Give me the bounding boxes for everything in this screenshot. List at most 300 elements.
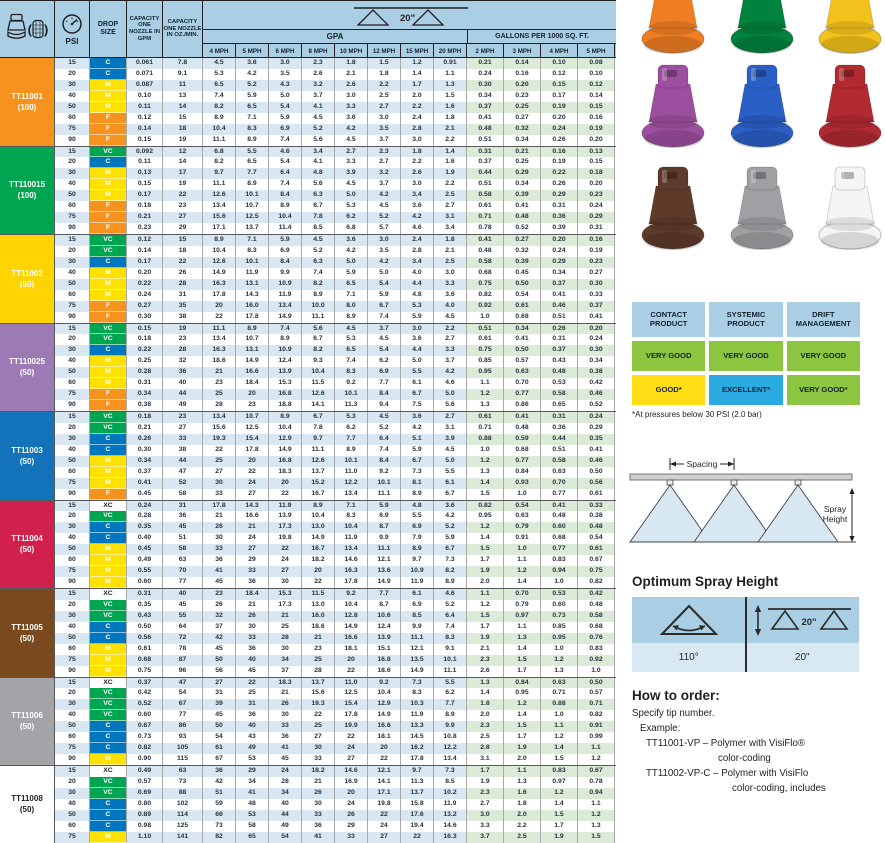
gpa-cell: 14.1 <box>302 400 335 411</box>
table-row <box>55 533 616 544</box>
ratings-header-cell: CONTACT PRODUCT <box>632 302 705 337</box>
gpa-cell: 22 <box>269 544 302 555</box>
gallons-cell: 0.92 <box>578 655 615 666</box>
gallons-cell: 0.76 <box>578 633 615 644</box>
psi-cell: 30 <box>55 80 90 91</box>
gallons-cell: 0.22 <box>541 168 578 179</box>
gpa-cell: 17.3 <box>269 522 302 533</box>
gpa-cell: 4.2 <box>434 511 467 522</box>
gallons-cell: 1.0 <box>541 644 578 655</box>
gpa-cell: 4.5 <box>335 179 368 190</box>
gpa-speed-header: 4 MPH <box>203 44 236 59</box>
nozzle-tip-image-orange <box>638 0 708 56</box>
gallons-cell: 0.48 <box>504 423 541 434</box>
tip-id: TT11005 <box>11 622 43 632</box>
psi-cell: 60 <box>55 821 90 832</box>
gpa-cell: 2.0 <box>401 91 434 102</box>
gpm-cell: 0.12 <box>127 235 163 246</box>
gallons-cell: 1.4 <box>467 478 504 489</box>
gallons-cell: 0.88 <box>467 434 504 445</box>
nozzle-tip-image-purple <box>638 60 708 150</box>
gpm-cell: 0.42 <box>127 688 163 699</box>
gpa-cell: 37 <box>269 666 302 677</box>
gpa-cell: 14.9 <box>236 356 269 367</box>
gpa-cell: 45 <box>269 754 302 765</box>
gpa-cell: 7.1 <box>335 501 368 512</box>
gpa-cell: 66 <box>203 810 236 821</box>
gallons-cell: 3.1 <box>467 754 504 765</box>
table-row <box>55 367 616 378</box>
gpa-cell: 7.1 <box>335 290 368 301</box>
right-panel <box>630 0 862 806</box>
gpa-cell: 10.9 <box>269 279 302 290</box>
gpa-cell: 5.2 <box>368 423 401 434</box>
gpa-cell: 8.9 <box>236 324 269 335</box>
gpa-cell: 7.7 <box>335 434 368 445</box>
gallons-cell: 0.29 <box>578 212 615 223</box>
psi-cell: 15 <box>55 324 90 335</box>
gallons-cell: 0.95 <box>467 511 504 522</box>
oz-cell: 35 <box>163 301 203 312</box>
oz-cell: 40 <box>163 589 203 600</box>
gpa-cell: 5.2 <box>302 246 335 257</box>
gpa-cell: 5.0 <box>434 389 467 400</box>
drop-size-cell: M <box>90 378 127 389</box>
gallons-cell: 0.24 <box>578 334 615 345</box>
gpa-cell: 3.0 <box>434 268 467 279</box>
table-row <box>55 190 616 201</box>
gpa-cell: 5.4 <box>368 279 401 290</box>
gpa-cell: 5.6 <box>434 400 467 411</box>
gpm-cell: 0.52 <box>127 699 163 710</box>
gpa-cell: 2.1 <box>434 246 467 257</box>
gpa-cell: 3.1 <box>434 212 467 223</box>
table-row <box>55 147 616 158</box>
oz-cell: 18 <box>163 124 203 135</box>
drop-size-cell: M <box>90 91 127 102</box>
gpm-cell: 0.18 <box>127 201 163 212</box>
gpa-cell: 6.4 <box>368 434 401 445</box>
rating-value-cell: GOOD* <box>632 375 705 405</box>
gallons-cell: 0.52 <box>578 400 615 411</box>
gallons-cell: 1.1 <box>504 555 541 566</box>
gpa-cell: 11.1 <box>434 666 467 677</box>
gpa-cell: 4.8 <box>401 290 434 301</box>
gpa-cell: 12.1 <box>401 644 434 655</box>
gallons-cell: 0.61 <box>467 201 504 212</box>
table-row <box>55 688 616 699</box>
gpa-cell: 4.2 <box>335 246 368 257</box>
gallons-cell: 2.3 <box>467 788 504 799</box>
oz-cell: 86 <box>163 721 203 732</box>
gpa-cell: 4.5 <box>368 201 401 212</box>
gpa-cell: 11.0 <box>335 467 368 478</box>
gpa-cell: 16.8 <box>269 456 302 467</box>
drop-size-cell: C <box>90 799 127 810</box>
gpa-cell: 9.7 <box>203 168 236 179</box>
gpa-cell: 7.4 <box>269 179 302 190</box>
gpa-cell: 14.6 <box>434 821 467 832</box>
gpa-cell: 28 <box>203 400 236 411</box>
psi-cell: 40 <box>55 91 90 102</box>
gpa-cell: 9.7 <box>401 555 434 566</box>
gpa-cell: 13.9 <box>269 511 302 522</box>
gpa-cell: 8.3 <box>335 367 368 378</box>
psi-cell: 20 <box>55 777 90 788</box>
gpm-cell: 0.15 <box>127 179 163 190</box>
rating-value-cell: VERY GOOD* <box>787 375 860 405</box>
gallons-cell: 0.46 <box>578 389 615 400</box>
gpa-cell: 6.5 <box>236 157 269 168</box>
gpa-cell: 15.8 <box>401 799 434 810</box>
gpa-cell: 10.4 <box>335 522 368 533</box>
psi-cell: 60 <box>55 644 90 655</box>
gpa-cell: 5.1 <box>401 434 434 445</box>
psi-cell: 50 <box>55 544 90 555</box>
tip-rows <box>55 324 616 412</box>
psi-cell: 15 <box>55 58 90 69</box>
gpa-cell: 4.5 <box>368 412 401 423</box>
gpa-cell: 3.9 <box>434 434 467 445</box>
gpa-cell: 3.4 <box>401 190 434 201</box>
gallons-cell: 0.34 <box>504 324 541 335</box>
gpa-cell: 49 <box>236 743 269 754</box>
gpa-cell: 4.0 <box>434 301 467 312</box>
psi-cell: 90 <box>55 223 90 234</box>
gpa-cell: 2.8 <box>401 246 434 257</box>
table-row <box>55 666 616 677</box>
drop-size-cell: VC <box>90 334 127 345</box>
psi-cell: 90 <box>55 312 90 323</box>
gpa-cell: 3.0 <box>401 135 434 146</box>
gpa-cell: 8.3 <box>236 124 269 135</box>
gpa-cell: 2.5 <box>434 190 467 201</box>
drop-size-cell: M <box>90 644 127 655</box>
drop-size-cell: VC <box>90 611 127 622</box>
gpa-cell: 16.2 <box>401 743 434 754</box>
gpa-cell: 7.3 <box>401 467 434 478</box>
gpa-cell: 30 <box>302 743 335 754</box>
gallons-cell: 0.29 <box>504 168 541 179</box>
gallons-cell: 0.14 <box>504 58 541 69</box>
tip-sub: (50) <box>19 633 35 643</box>
table-header <box>0 0 616 58</box>
gpa-cell: 6.4 <box>269 168 302 179</box>
gpa-cell: 3.7 <box>302 91 335 102</box>
gallons-cell: 1.5 <box>467 544 504 555</box>
gallons-speed-header: 5 MPH <box>578 44 615 59</box>
gpa-cell: 13.7 <box>401 788 434 799</box>
psi-cell: 15 <box>55 235 90 246</box>
table-row <box>55 201 616 212</box>
gpa-cell: 8.0 <box>335 301 368 312</box>
gallons-cell: 0.68 <box>504 312 541 323</box>
gallons-cell: 0.70 <box>541 478 578 489</box>
tip-sub: (100) <box>17 102 37 112</box>
psi-cell: 30 <box>55 522 90 533</box>
psi-cell: 50 <box>55 456 90 467</box>
psi-cell: 30 <box>55 434 90 445</box>
gpa-cell: 2.6 <box>335 80 368 91</box>
gpa-cell: 5.5 <box>401 367 434 378</box>
gallons-cell: 0.38 <box>578 511 615 522</box>
gallons-cell: 0.31 <box>467 147 504 158</box>
gpa-cell: 2.3 <box>302 58 335 69</box>
gpa-cell: 54 <box>203 732 236 743</box>
gallons-cell: 0.97 <box>504 611 541 622</box>
gallons-cell: 1.2 <box>541 655 578 666</box>
gpa-cell: 6.5 <box>335 345 368 356</box>
drop-size-cell: C <box>90 69 127 80</box>
gallons-cell: 0.68 <box>541 533 578 544</box>
gpa-cell: 10.8 <box>434 732 467 743</box>
gpa-cell: 45 <box>203 710 236 721</box>
gallons-cell: 0.97 <box>541 777 578 788</box>
gpa-cell: 7.1 <box>236 113 269 124</box>
gallons-cell: 0.43 <box>541 356 578 367</box>
gpm-cell: 0.31 <box>127 378 163 389</box>
gpa-cell: 12.9 <box>269 434 302 445</box>
gpa-cell: 22 <box>368 810 401 821</box>
drop-size-cell: M <box>90 168 127 179</box>
gpa-cell: 12.6 <box>203 190 236 201</box>
gallons-cell: 1.3 <box>504 633 541 644</box>
gpa-cell: 8.9 <box>203 235 236 246</box>
gpa-cell: 5.0 <box>335 257 368 268</box>
gpa-cell: 7.7 <box>236 168 269 179</box>
oz-cell: 45 <box>163 600 203 611</box>
gpa-cell: 4.2 <box>434 367 467 378</box>
table-row <box>55 423 616 434</box>
gpa-cell: 30 <box>203 478 236 489</box>
gpa-cell: 13.1 <box>236 345 269 356</box>
gpm-cell: 0.60 <box>127 710 163 721</box>
gpa-cell: 3.6 <box>335 235 368 246</box>
gpa-cell: 4.5 <box>335 324 368 335</box>
psi-cell: 90 <box>55 400 90 411</box>
strainer-icon: ( ) <box>27 21 49 37</box>
oz-cell: 44 <box>163 389 203 400</box>
oz-cell: 73 <box>163 777 203 788</box>
gpa-cell: 24 <box>368 821 401 832</box>
gpa-cell: 2.5 <box>368 91 401 102</box>
tip-block-TT11002 <box>0 234 616 323</box>
gpa-cell: 16.0 <box>302 611 335 622</box>
gpa-cell: 12.8 <box>335 611 368 622</box>
tip-label <box>0 324 55 412</box>
tip-rows <box>55 589 616 677</box>
psi-cell: 20 <box>55 511 90 522</box>
gallons-cell: 1.1 <box>541 721 578 732</box>
gpa-cell: 18.6 <box>302 622 335 633</box>
table-row <box>55 644 616 655</box>
spray-angle-value: 110° <box>678 652 699 663</box>
gallons-cell: 0.99 <box>578 732 615 743</box>
gpa-cell: 12.6 <box>203 257 236 268</box>
oz-cell: 141 <box>163 832 203 843</box>
gpa-cell: 16.3 <box>434 832 467 843</box>
gpa-cell: 3.7 <box>368 179 401 190</box>
gpa-cell: 22 <box>269 489 302 500</box>
psi-cell: 90 <box>55 489 90 500</box>
table-row <box>55 246 616 257</box>
gpa-cell: 14.9 <box>368 577 401 588</box>
gallons-cell: 1.9 <box>467 633 504 644</box>
gpa-cell: 6.2 <box>335 423 368 434</box>
oz-cell: 18 <box>163 246 203 257</box>
gallons-cell: 0.70 <box>504 378 541 389</box>
gpa-cell: 10.3 <box>401 699 434 710</box>
gpm-cell: 0.24 <box>127 290 163 301</box>
gpa-cell: 10.4 <box>368 688 401 699</box>
gpa-cell: 33 <box>236 566 269 577</box>
psi-cell: 15 <box>55 501 90 512</box>
gpa-cell: 4.2 <box>368 190 401 201</box>
gpa-cell: 13.4 <box>335 489 368 500</box>
gallons-cell: 0.58 <box>467 257 504 268</box>
drop-size-cell: VC <box>90 788 127 799</box>
gpa-cell: 10.9 <box>401 566 434 577</box>
gpa-cell: 3.3 <box>434 279 467 290</box>
gpa-cell: 5.9 <box>401 445 434 456</box>
drop-size-cell: F <box>90 223 127 234</box>
gpa-cell: 4.2 <box>335 124 368 135</box>
gallons-cell: 1.4 <box>504 644 541 655</box>
oz-cell: 27 <box>163 212 203 223</box>
drop-size-cell: M <box>90 555 127 566</box>
gallons-cell: 1.0 <box>504 489 541 500</box>
gpa-cell: 30 <box>203 533 236 544</box>
gallons-cell: 0.54 <box>504 501 541 512</box>
tip-id: TT11003 <box>11 445 43 455</box>
gallons-cell: 0.71 <box>541 688 578 699</box>
table-row <box>55 655 616 666</box>
table-row <box>55 555 616 566</box>
oz-cell: 27 <box>163 423 203 434</box>
gpm-cell: 0.80 <box>127 799 163 810</box>
gpa-cell: 10.6 <box>368 611 401 622</box>
tip-strainer-header-cell <box>0 1 55 57</box>
nozzle-tip-image-white <box>815 162 885 252</box>
tip-id: TT110025 <box>8 357 46 367</box>
gpa-cell: 2.7 <box>434 412 467 423</box>
gallons-cell: 0.84 <box>504 467 541 478</box>
gpa-cell: 45 <box>236 666 269 677</box>
gpa-cell: 22 <box>203 445 236 456</box>
gpa-cell: 33 <box>335 832 368 843</box>
gpa-cell: 7.4 <box>269 324 302 335</box>
gpa-cell: 11.4 <box>269 223 302 234</box>
gallons-cell: 0.41 <box>541 290 578 301</box>
gallons-cell: 0.51 <box>467 324 504 335</box>
gallons-cell: 0.38 <box>578 367 615 378</box>
tip-rows <box>55 501 616 589</box>
gpa-cell: 36 <box>203 555 236 566</box>
optimum-table-divider <box>745 597 747 672</box>
gpa-cell: 7.4 <box>302 268 335 279</box>
gpa-cell: 22 <box>368 754 401 765</box>
gallons-cell: 0.45 <box>504 268 541 279</box>
gpa-speed-header: 12 MPH <box>368 44 401 59</box>
gpa-cell: 3.5 <box>269 69 302 80</box>
table-row <box>55 478 616 489</box>
gallons-cell: 1.9 <box>467 777 504 788</box>
drop-size-cell: M <box>90 544 127 555</box>
psi-cell: 60 <box>55 378 90 389</box>
nozzle-tip-image-gray <box>727 162 797 252</box>
gallons-cell: 0.37 <box>467 157 504 168</box>
gallons-cell: 0.41 <box>467 113 504 124</box>
gpa-cell: 33 <box>302 810 335 821</box>
gpa-cell: 3.1 <box>434 423 467 434</box>
gallons-cell: 1.4 <box>467 533 504 544</box>
gpa-speed-header: 5 MPH <box>236 44 269 59</box>
gpa-cell: 11.9 <box>236 268 269 279</box>
table-row <box>55 489 616 500</box>
gpa-cell: 2.2 <box>401 102 434 113</box>
drop-size-cell: VC <box>90 324 127 335</box>
gallons-cell: 0.41 <box>504 334 541 345</box>
psi-cell: 30 <box>55 168 90 179</box>
tip-block-TT11003 <box>0 411 616 500</box>
gallons-cell: 0.33 <box>578 501 615 512</box>
gallons-cell: 0.48 <box>541 367 578 378</box>
gallons-cell: 0.31 <box>541 201 578 212</box>
table-row <box>55 445 616 456</box>
gpa-cell: 12.4 <box>368 622 401 633</box>
gpa-cell: 7.7 <box>368 378 401 389</box>
gallons-cell: 1.3 <box>467 678 504 689</box>
gpa-cell: 10.1 <box>434 655 467 666</box>
tip-block-TT11005 <box>0 588 616 677</box>
gallons-cell: 0.79 <box>504 600 541 611</box>
drop-size-cell: F <box>90 312 127 323</box>
oz-cell: 87 <box>163 655 203 666</box>
gpa-cell: 30 <box>236 622 269 633</box>
gpa-cell: 11.1 <box>203 324 236 335</box>
gpa-cell: 6.9 <box>401 522 434 533</box>
gallons-cell: 0.54 <box>578 533 615 544</box>
gpa-cell: 25 <box>302 721 335 732</box>
gallons-cell: 0.31 <box>578 223 615 234</box>
gpa-cell: 8.9 <box>236 135 269 146</box>
gallons-cell: 0.36 <box>541 423 578 434</box>
gpa-cell: 20 <box>335 655 368 666</box>
gallons-cell: 0.71 <box>467 212 504 223</box>
gpa-cell: 8.4 <box>368 456 401 467</box>
gallons-cell: 0.15 <box>578 157 615 168</box>
gpa-cell: 27 <box>203 467 236 478</box>
gallons-cell: 2.6 <box>467 666 504 677</box>
gpa-cell: 21 <box>203 367 236 378</box>
gpa-cell: 7.7 <box>434 699 467 710</box>
gpa-cell: 82 <box>203 832 236 843</box>
gpa-cell: 7.3 <box>434 766 467 777</box>
gallons-cell: 0.41 <box>504 201 541 212</box>
gpa-cell: 6.4 <box>434 611 467 622</box>
gallons-cell: 0.51 <box>467 135 504 146</box>
gallons-speed-header: 4 MPH <box>541 44 578 59</box>
gpa-cell: 3.7 <box>368 324 401 335</box>
gpa-cell: 1.4 <box>434 147 467 158</box>
gallons-cell: 0.19 <box>578 124 615 135</box>
gpa-cell: 50 <box>203 655 236 666</box>
gpa-cell: 11.1 <box>368 544 401 555</box>
psi-cell: 60 <box>55 467 90 478</box>
psi-cell: 20 <box>55 600 90 611</box>
gpa-cell: 3.0 <box>335 91 368 102</box>
gpa-cell: 13.6 <box>368 566 401 577</box>
